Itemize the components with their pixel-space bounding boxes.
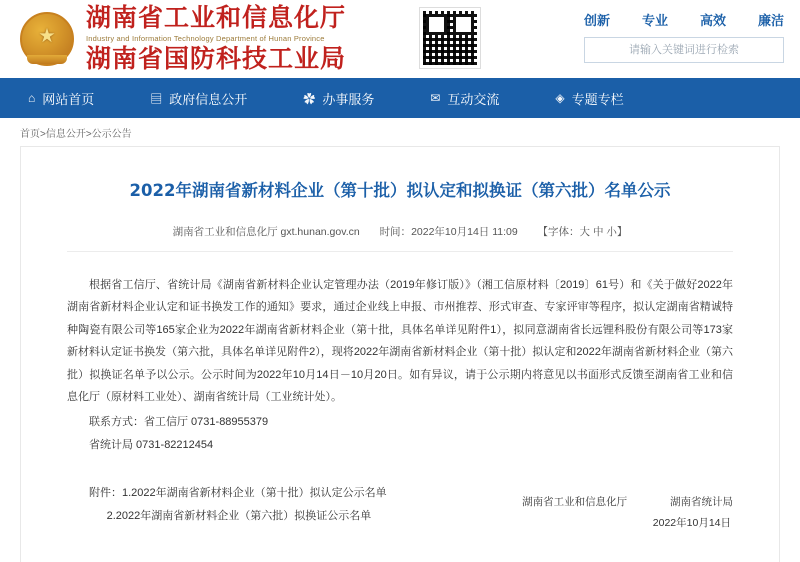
article-signers bbox=[482, 492, 733, 534]
page-title: 2022年湖南省新材料企业（第十批）拟认定和拟换证（第六批）名单公示 bbox=[129, 181, 671, 200]
nav-label-government-info: 政府信息公开 bbox=[169, 91, 248, 107]
breadcrumb[interactable] bbox=[0, 118, 800, 146]
attachment-item-2[interactable]: 2.2022年湖南省新材料企业（第六批）拟换证公示名单 bbox=[106, 509, 372, 522]
header-right bbox=[584, 10, 784, 63]
article-card bbox=[20, 146, 780, 562]
nav-item-topics[interactable] bbox=[555, 89, 623, 108]
document-icon: ▤ bbox=[150, 91, 163, 106]
slogan-row bbox=[584, 10, 784, 29]
service-icon: ✿ bbox=[303, 91, 316, 106]
slogan-item-4: 廉洁 bbox=[757, 13, 784, 28]
nav-item-home[interactable] bbox=[28, 89, 94, 108]
nav-item-interaction[interactable] bbox=[430, 89, 499, 108]
site-title-cn-1: 湖南省工业和信息化厅 bbox=[86, 3, 347, 32]
nav-label-topics: 专题专栏 bbox=[571, 91, 624, 107]
nav-label-services: 办事服务 bbox=[322, 91, 375, 107]
signer-2: 湖南省统计局 bbox=[670, 496, 733, 508]
site-title-cn-2: 湖南省国防科技工业局 bbox=[86, 44, 347, 74]
font-size-control[interactable]: 【字体：大 中 小】 bbox=[537, 225, 628, 238]
layers-icon: ◈ bbox=[555, 91, 565, 105]
nav-label-home: 网站首页 bbox=[42, 91, 95, 107]
article-time: 2022年10月14日 11:09 bbox=[411, 225, 518, 238]
breadcrumb-text: 首页>信息公开>公示公告 bbox=[20, 128, 132, 140]
site-header bbox=[0, 0, 800, 78]
article-paragraph-1: 根据省工信厅、省统计局《湖南省新材料企业认定管理办法（2019年修订版）》（湘工信原材料〔2019〕61号）和《关于做好2022年湖南省新材料企业认定和证书换发工作的通知》要求，通过企业线上申报、市州推荐、形式审查、专家评审等程序，拟认定湖南省精诚特种陶瓷有限公司等165家企业为2022年湖南省新材料企业（第十批，具体名单详见附件1），拟同意湖南省长远锂科股份有限公司等173家新材料认定证书换发（第六批，具体名单详见附件2），现将2022年湖南省新材料企业（第十批）拟认定和2022年湖南省新材料企业（第六批）拟换证名单予以公示。公示时间为2022年10月14日－10月20日。如有异议，请于公示期内将意见以书面形式反馈至湖南省工业和信息化厅（原材料工业处）、湖南省统计局（工业统计处）。 bbox=[67, 278, 733, 404]
qr-code-icon bbox=[420, 8, 480, 68]
signer-row bbox=[482, 492, 733, 513]
article-time-label: 时间： bbox=[379, 225, 412, 238]
attachment-item-1[interactable]: 附件：1.2022年湖南省新材料企业（第十批）拟认定公示名单 bbox=[89, 487, 387, 500]
main-nav bbox=[0, 78, 800, 118]
national-emblem-icon: ★ bbox=[18, 10, 76, 68]
search-input[interactable]: 请输入关键词进行检索 bbox=[584, 37, 784, 63]
site-title-block bbox=[86, 4, 346, 74]
home-icon: ⌂ bbox=[28, 91, 36, 105]
nav-item-government-info[interactable] bbox=[150, 89, 247, 108]
article-source: 湖南省工业和信息化厅 gxt.hunan.gov.cn bbox=[172, 225, 360, 238]
signer-1: 湖南省工业和信息化厅 bbox=[522, 496, 628, 508]
article-contact-2: 省统计局 0731-82212454 bbox=[89, 438, 214, 451]
slogan-item-1: 创新 bbox=[584, 13, 611, 28]
article-meta bbox=[67, 224, 733, 252]
nav-label-interaction: 互动交流 bbox=[447, 91, 500, 107]
chat-icon: ✉ bbox=[430, 91, 441, 105]
sign-date: 2022年10月14日 bbox=[652, 517, 731, 529]
article-body bbox=[67, 274, 733, 527]
article-contact-1: 联系方式：省工信厅 0731-88955379 bbox=[89, 416, 269, 429]
nav-item-services[interactable] bbox=[303, 89, 374, 108]
slogan-item-2: 专业 bbox=[641, 13, 668, 28]
slogan-item-3: 高效 bbox=[699, 13, 726, 28]
site-title-en: Industry and Information Technology Department of Hunan Province bbox=[86, 33, 325, 43]
